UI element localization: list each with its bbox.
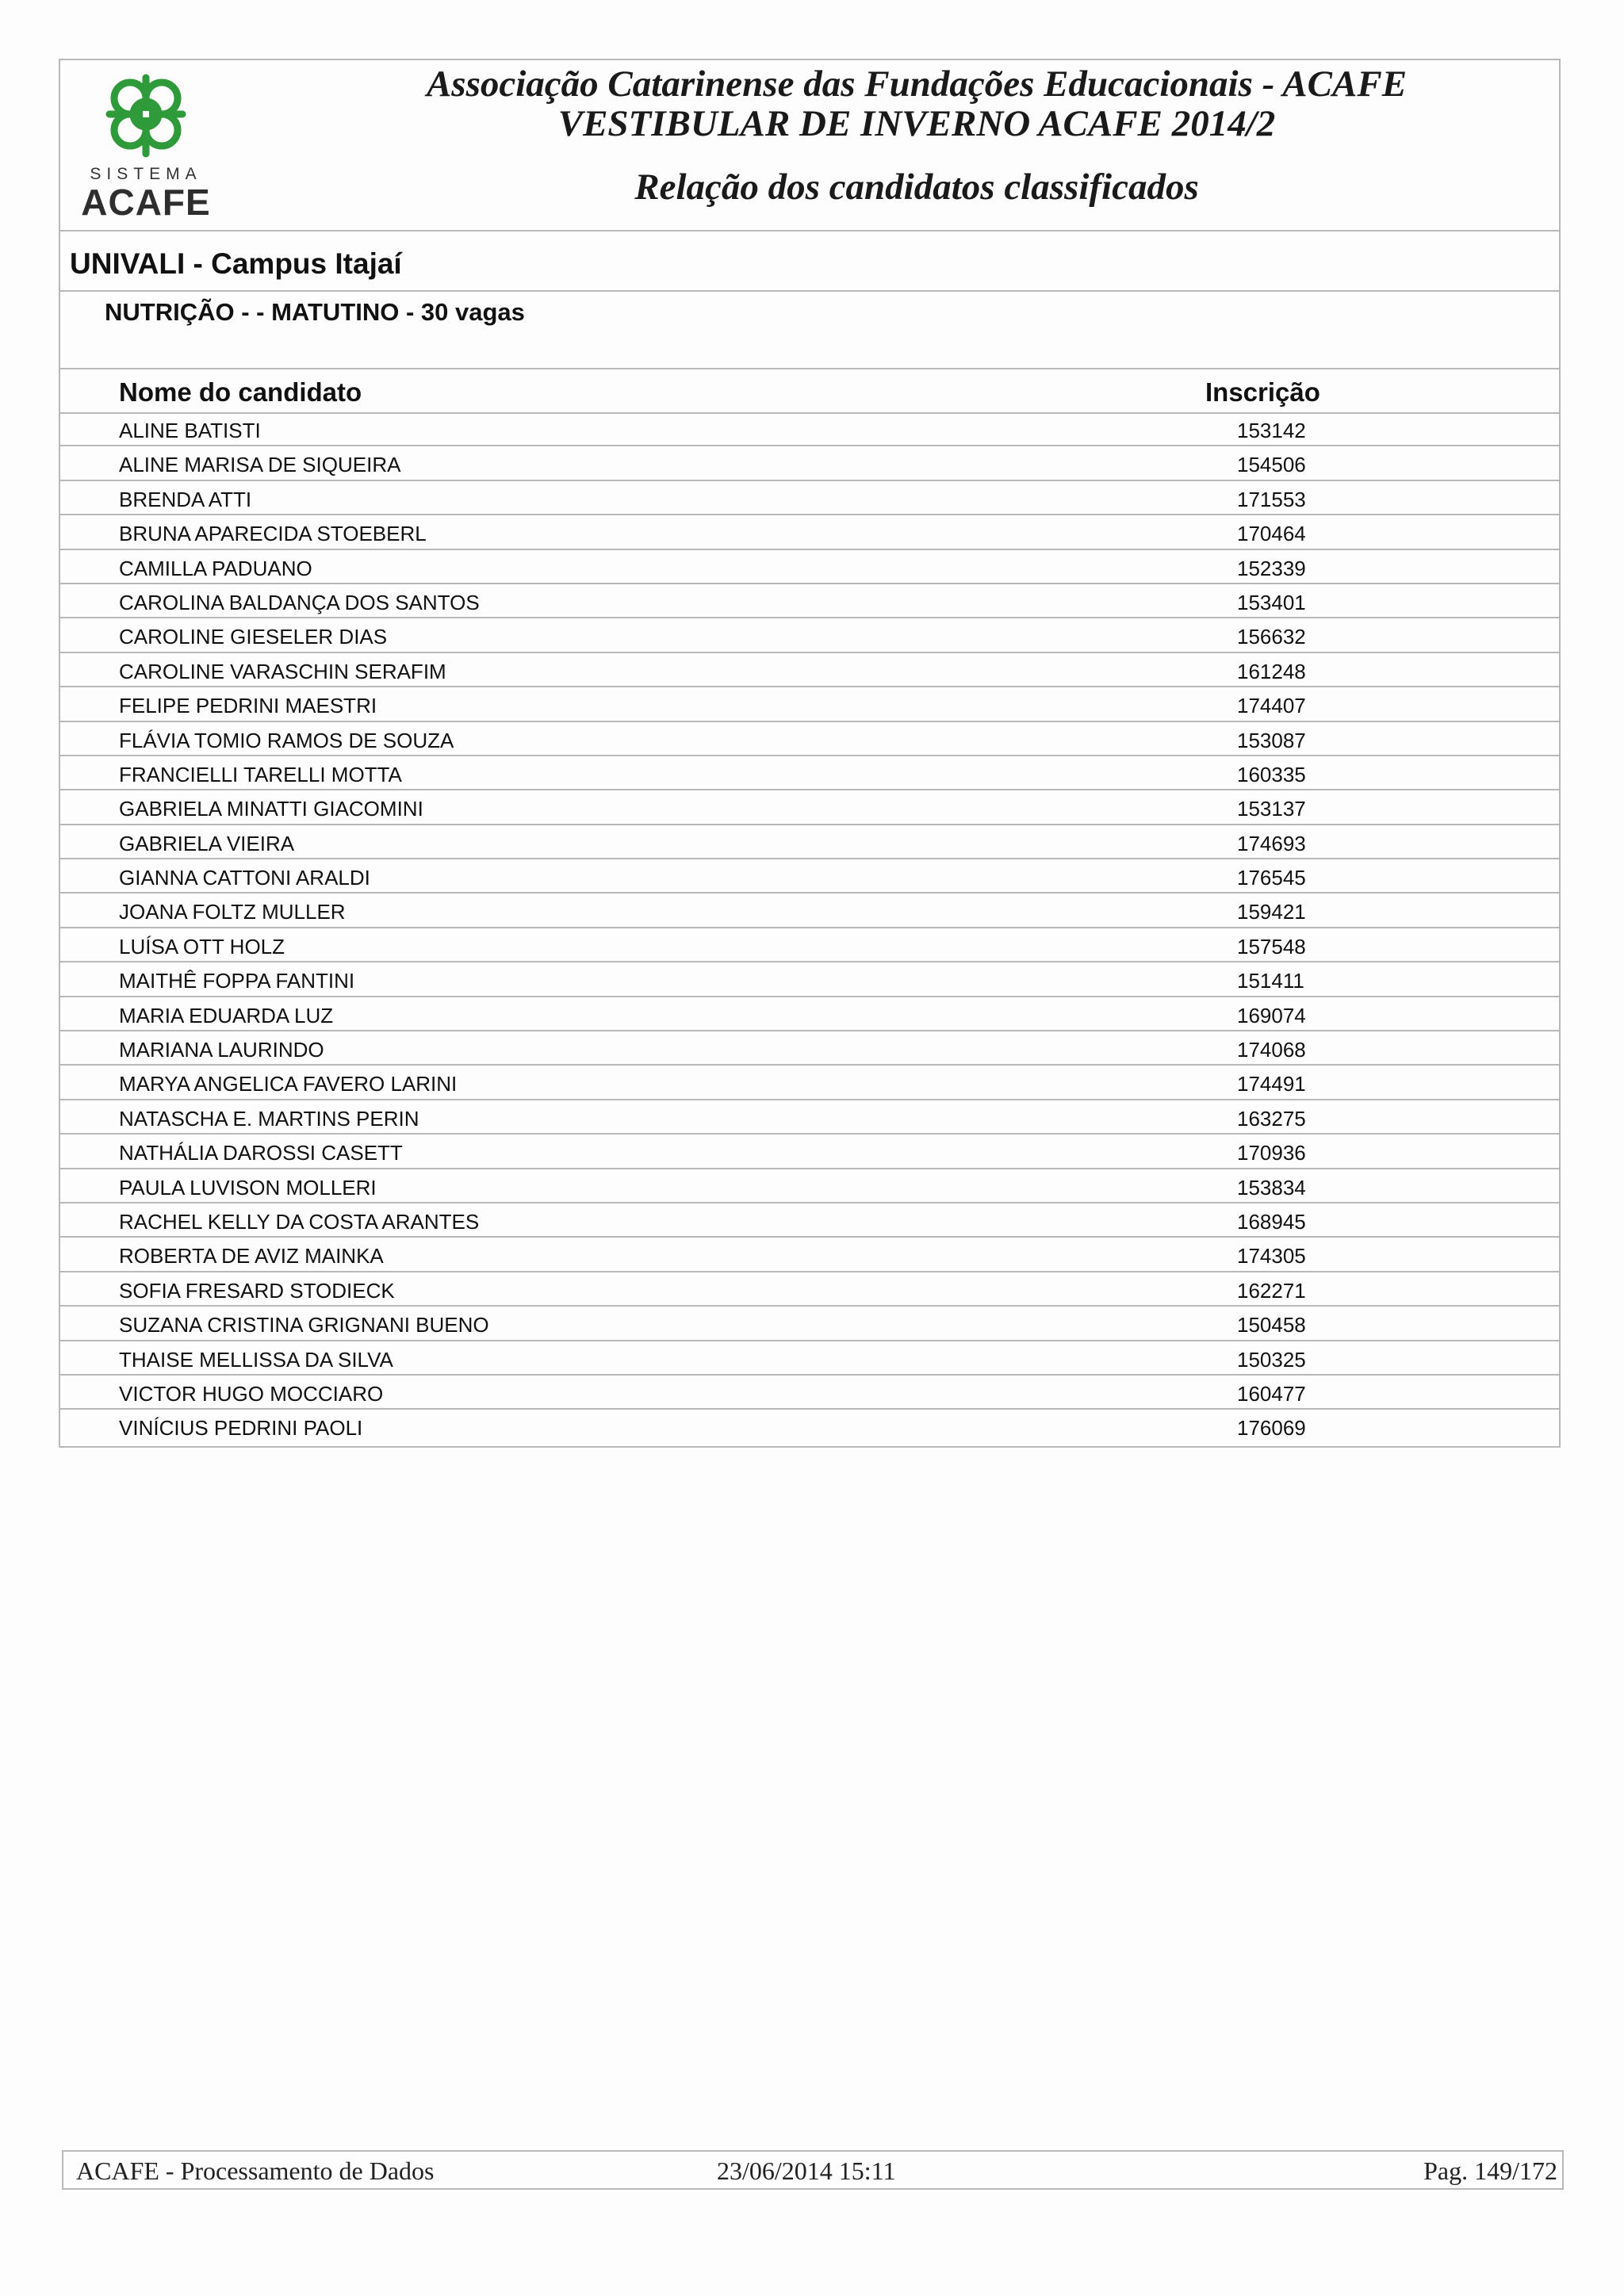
candidate-name: GABRIELA MINATTI GIACOMINI (119, 797, 423, 821)
table-row (60, 412, 1559, 446)
table-row (60, 1376, 1559, 1410)
table-row (60, 928, 1559, 962)
institution-title: Associação Catarinense das Fundações Educacionais - ACAFE (426, 63, 1408, 105)
candidate-inscricao: 174305 (1237, 1244, 1306, 1269)
candidate-name: VINÍCIUS PEDRINI PAOLI (119, 1416, 363, 1441)
candidate-inscricao: 157548 (1237, 934, 1306, 959)
table-row (60, 481, 1559, 515)
table-row (60, 1272, 1559, 1307)
table-row (60, 1100, 1559, 1135)
table-header (60, 368, 1559, 414)
table-row (60, 584, 1559, 618)
candidate-inscricao: 162271 (1237, 1278, 1306, 1303)
candidate-inscricao: 153087 (1237, 728, 1306, 752)
column-header-name: Nome do candidato (119, 377, 362, 407)
footer-timestamp: 23/06/2014 15:11 (717, 2156, 896, 2185)
candidate-name: ROBERTA DE AVIZ MAINKA (119, 1244, 384, 1269)
document-header (60, 60, 1559, 232)
candidate-inscricao: 168945 (1237, 1209, 1306, 1234)
candidate-inscricao: 174407 (1237, 694, 1306, 718)
table-row (60, 859, 1559, 894)
logo-sistema-text: SISTEMA (90, 165, 202, 183)
table-row (60, 894, 1559, 928)
candidate-name: SOFIA FRESARD STODIECK (119, 1278, 395, 1303)
candidate-name: CAROLINE GIESELER DIAS (119, 625, 388, 649)
candidate-name: FLÁVIA TOMIO RAMOS DE SOUZA (119, 728, 454, 752)
table-row (60, 722, 1559, 756)
candidate-inscricao: 154506 (1237, 453, 1306, 477)
candidate-name: JOANA FOLTZ MULLER (119, 900, 346, 924)
candidate-inscricao: 159421 (1237, 900, 1306, 924)
column-header-inscricao: Inscrição (1205, 377, 1320, 407)
candidate-name: ALINE MARISA DE SIQUEIRA (119, 453, 401, 477)
table-row (60, 1169, 1559, 1203)
course-section (60, 290, 1559, 369)
candidate-name: CAROLINE VARASCHIN SERAFIM (119, 659, 446, 683)
table-row (60, 997, 1559, 1031)
candidate-name: PAULA LUVISON MOLLERI (119, 1175, 377, 1200)
table-row (60, 1066, 1559, 1100)
candidate-name: GIANNA CATTONI ARALDI (119, 866, 370, 890)
table-row (60, 1410, 1559, 1444)
candidate-inscricao: 153834 (1237, 1175, 1306, 1200)
acafe-emblem-icon (75, 71, 217, 166)
table-row (60, 515, 1559, 549)
table-row (60, 1238, 1559, 1272)
table-row (60, 1031, 1559, 1066)
candidate-inscricao: 153137 (1237, 797, 1306, 821)
candidate-inscricao: 161248 (1237, 659, 1306, 683)
candidate-inscricao: 153401 (1237, 590, 1306, 614)
table-row (60, 1341, 1559, 1376)
candidate-name: CAMILLA PADUANO (119, 556, 312, 580)
candidate-name: ALINE BATISTI (119, 419, 261, 442)
table-row (60, 825, 1559, 859)
candidate-table-body (60, 412, 1559, 1445)
course-heading: NUTRIÇÃO - - MATUTINO - 30 vagas (105, 298, 525, 326)
candidate-inscricao: 151411 (1237, 969, 1304, 993)
candidate-inscricao: 170936 (1237, 1141, 1306, 1165)
footer-page-number: Pag. 149/172 (1423, 2156, 1557, 2185)
table-row (60, 653, 1559, 687)
logo-acafe-text: ACAFE (81, 182, 211, 223)
candidate-inscricao: 176069 (1237, 1416, 1306, 1441)
table-row (60, 446, 1559, 480)
acafe-logo (75, 71, 217, 222)
candidate-inscricao: 170464 (1237, 522, 1306, 546)
candidate-inscricao: 163275 (1237, 1106, 1306, 1131)
campus-heading: UNIVALI - Campus Itajaí (70, 247, 402, 280)
footer-left-text: ACAFE - Processamento de Dados (76, 2156, 435, 2185)
candidate-name: THAISE MELLISSA DA SILVA (119, 1347, 393, 1372)
candidate-inscricao: 174491 (1237, 1072, 1306, 1096)
candidate-name: MARYA ANGELICA FAVERO LARINI (119, 1072, 458, 1096)
candidate-name: MARIA EDUARDA LUZ (119, 1003, 334, 1027)
candidate-inscricao: 169074 (1237, 1003, 1306, 1027)
exam-title: VESTIBULAR DE INVERNO ACAFE 2014/2 (557, 103, 1276, 144)
list-title: Relação dos candidatos classificados (634, 166, 1199, 208)
candidate-inscricao: 160335 (1237, 762, 1306, 786)
table-row (60, 790, 1559, 825)
table-row (60, 756, 1559, 790)
candidate-inscricao: 176545 (1237, 866, 1306, 890)
candidate-name: MAITHÊ FOPPA FANTINI (119, 969, 355, 993)
document-frame (59, 59, 1561, 1448)
table-row (60, 1307, 1559, 1341)
candidate-name: VICTOR HUGO MOCCIARO (119, 1381, 384, 1406)
candidate-name: RACHEL KELLY DA COSTA ARANTES (119, 1209, 480, 1234)
candidate-name: BRUNA APARECIDA STOEBERL (119, 522, 427, 546)
candidate-inscricao: 174068 (1237, 1038, 1306, 1062)
candidate-inscricao: 160477 (1237, 1381, 1306, 1406)
candidate-name: MARIANA LAURINDO (119, 1038, 324, 1062)
candidate-inscricao: 156632 (1237, 625, 1306, 649)
candidate-inscricao: 152339 (1237, 556, 1306, 580)
table-row (60, 962, 1559, 997)
table-row (60, 1135, 1559, 1169)
table-row (60, 687, 1559, 721)
candidate-inscricao: 171553 (1237, 487, 1306, 511)
candidate-inscricao: 153142 (1237, 419, 1306, 442)
candidate-name: BRENDA ATTI (119, 487, 252, 511)
campus-section (60, 230, 1559, 292)
candidate-inscricao: 150325 (1237, 1347, 1306, 1372)
candidate-name: SUZANA CRISTINA GRIGNANI BUENO (119, 1313, 489, 1337)
candidate-name: CAROLINA BALDANÇA DOS SANTOS (119, 590, 480, 614)
page-footer (62, 2150, 1564, 2190)
candidate-name: LUÍSA OTT HOLZ (119, 934, 285, 959)
candidate-inscricao: 174693 (1237, 831, 1306, 855)
candidate-name: FRANCIELLI TARELLI MOTTA (119, 762, 402, 786)
candidate-inscricao: 150458 (1237, 1313, 1306, 1337)
table-row (60, 1203, 1559, 1238)
candidate-name: GABRIELA VIEIRA (119, 831, 295, 855)
candidate-name: NATASCHA E. MARTINS PERIN (119, 1106, 419, 1131)
table-row (60, 618, 1559, 652)
candidate-name: FELIPE PEDRINI MAESTRI (119, 694, 377, 718)
table-row (60, 550, 1559, 584)
candidate-name: NATHÁLIA DAROSSI CASETT (119, 1141, 403, 1165)
